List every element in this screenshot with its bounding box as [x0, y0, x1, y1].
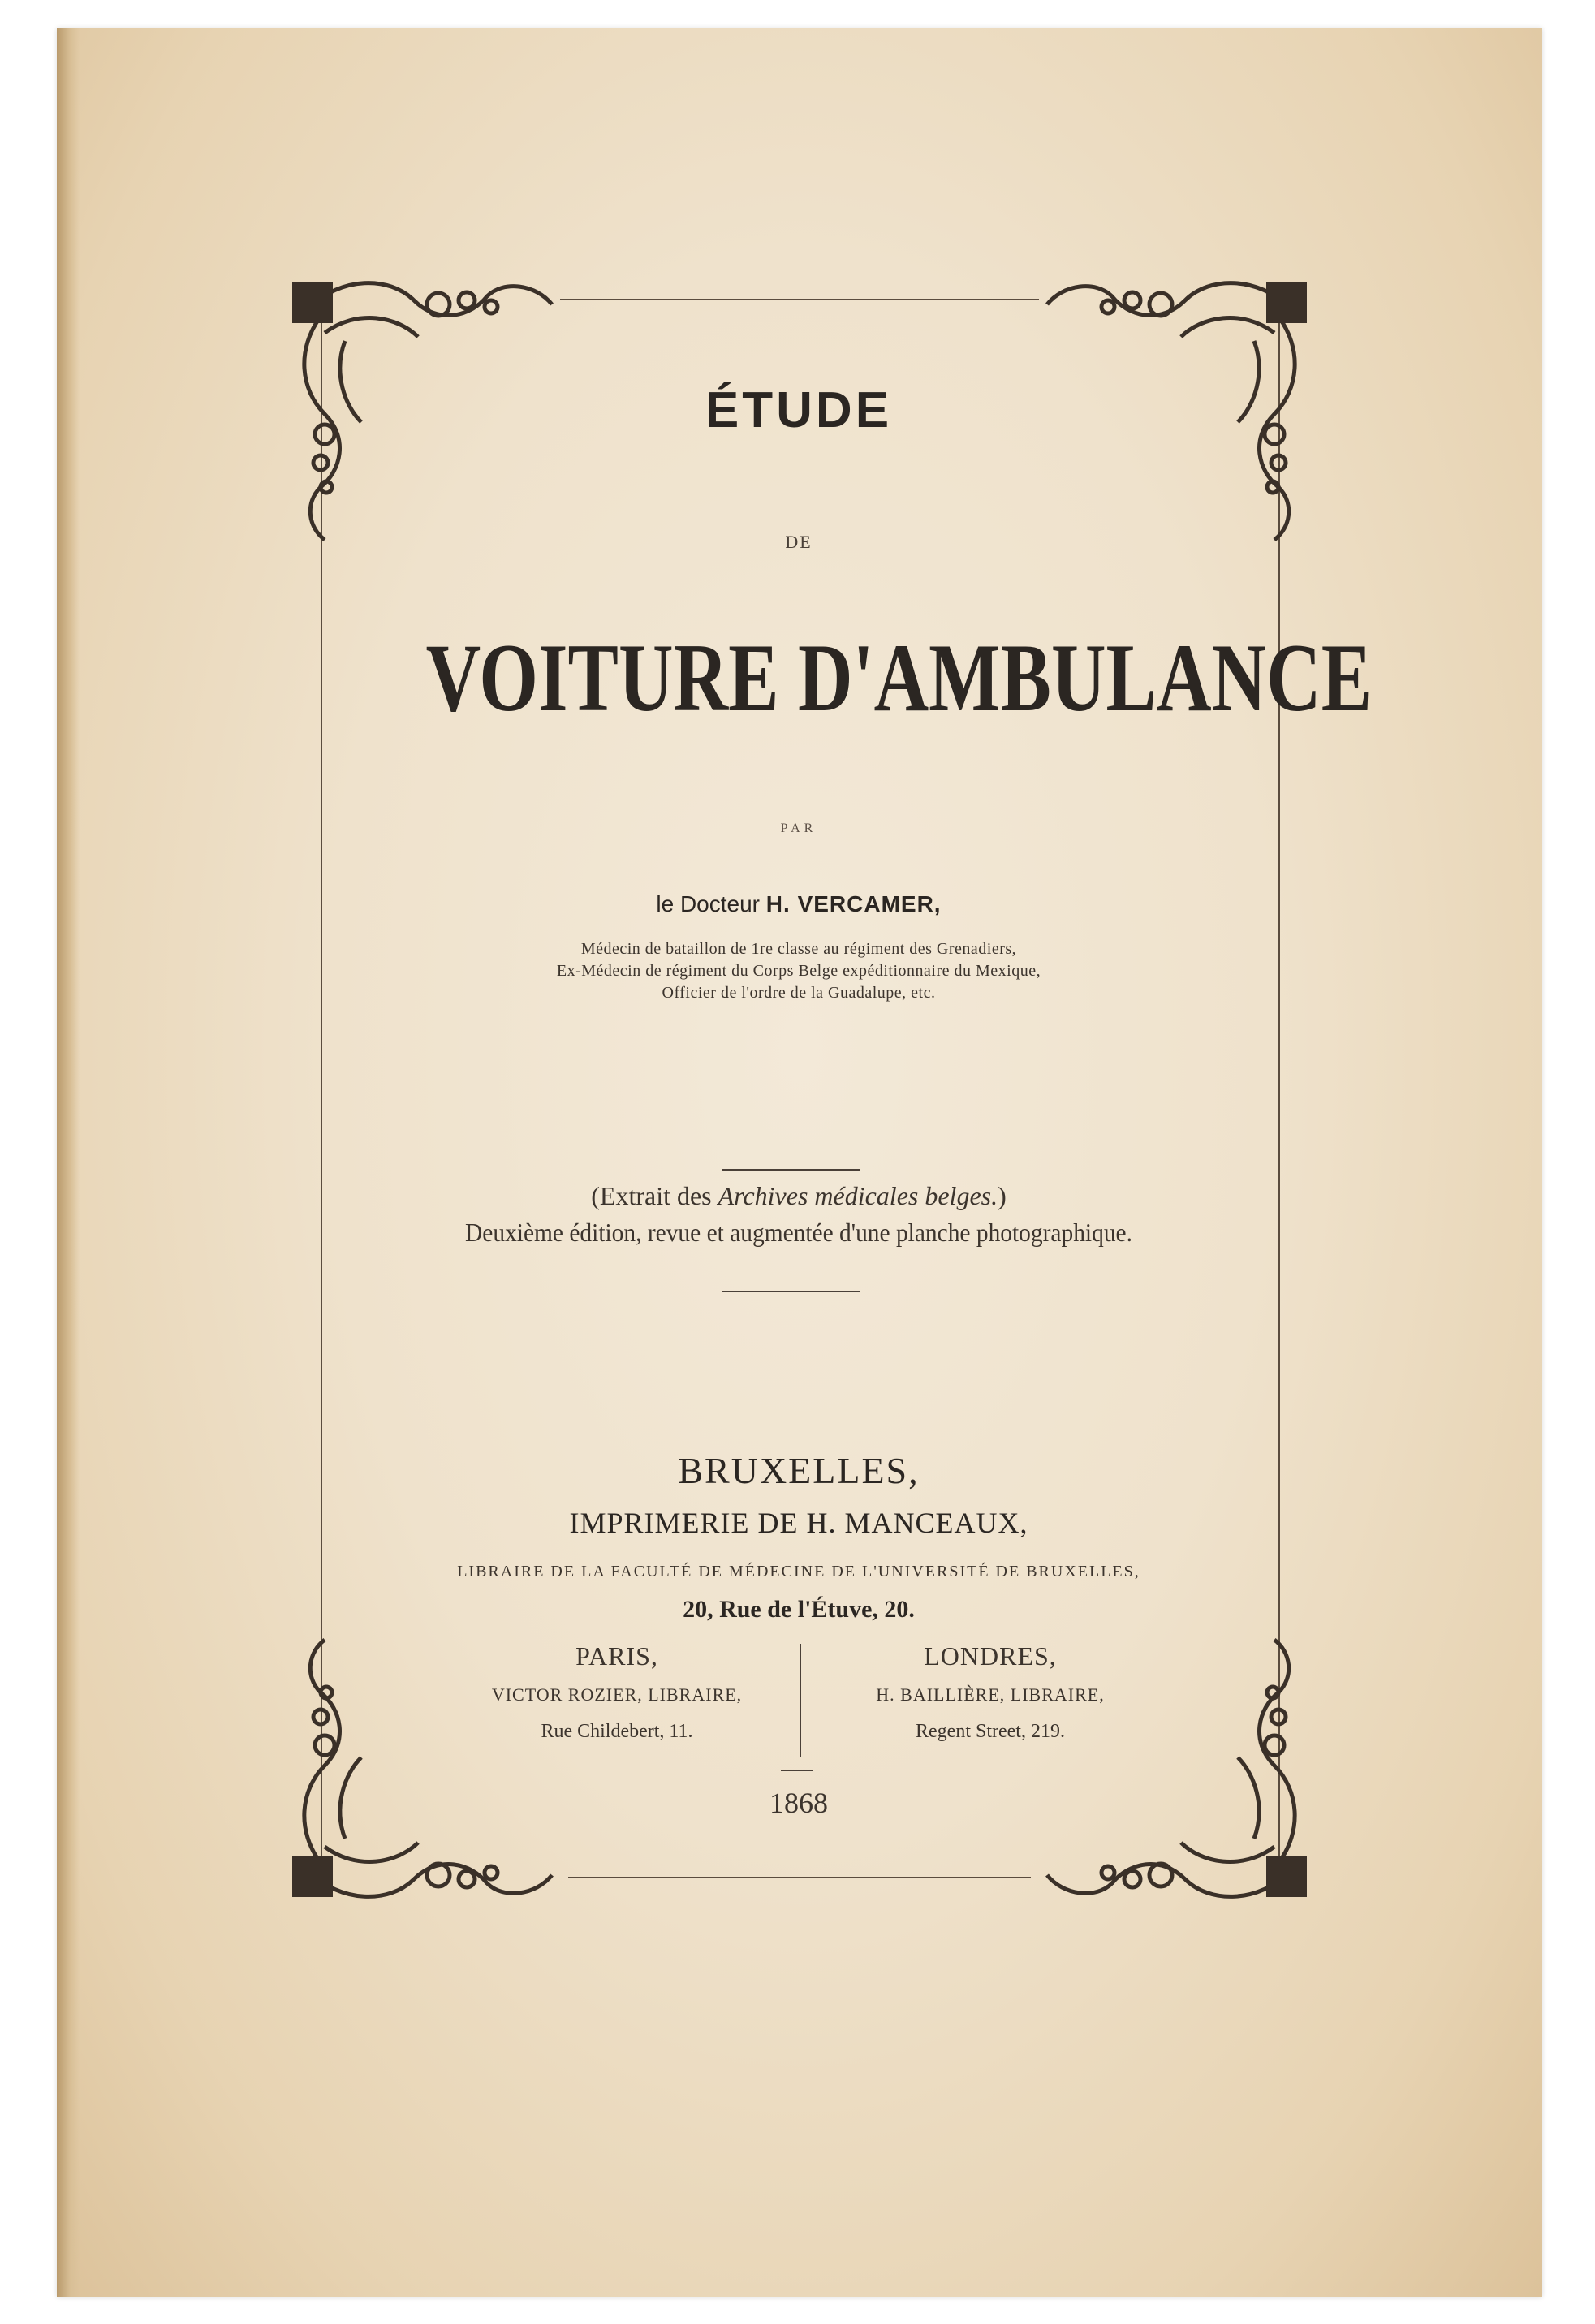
londres-address: Regent Street, 219. [916, 1721, 1065, 1742]
publication-year: 1868 [769, 1787, 828, 1819]
corner-ornament-bottom-right [1031, 1628, 1323, 1920]
libraire-line: LIBRAIRE DE LA FACULTÉ DE MÉDECINE DE L'UNIVERSITÉ DE BRUXELLES, [457, 1563, 1140, 1580]
londres-city: LONDRES, [924, 1641, 1057, 1671]
frame-top-rule [560, 299, 1039, 300]
par-label: PAR [780, 821, 817, 835]
frame-bottom-rule [568, 1877, 1031, 1878]
main-title: VOITURE D'AMBULANCE [425, 623, 1373, 731]
extrait-close: ) [998, 1181, 1007, 1210]
extrait-line [321, 1181, 1277, 1211]
printer-name: IMPRIMERIE DE H. MANCEAUX, [569, 1507, 1028, 1539]
paris-address: Rue Childebert, 11. [541, 1721, 693, 1742]
edition-line: Deuxième édition, revue et augmentée d'une planche photographique. [465, 1218, 1132, 1247]
londres-libraire: H. BAILLIÈRE, LIBRAIRE, [876, 1684, 1105, 1705]
credential-line: Ex-Médecin de régiment du Corps Belge expéditionnaire du Mexique, [556, 962, 1041, 980]
extrait-journal: Archives médicales belges. [718, 1181, 998, 1210]
column-separator [800, 1644, 801, 1757]
author-prefix: le Docteur [656, 891, 761, 916]
paris-city: PARIS, [575, 1641, 658, 1671]
divider-rule [781, 1770, 813, 1771]
credential-line: Médecin de bataillon de 1re classe au régiment des Grenadiers, [580, 940, 1017, 958]
publisher-address: 20, Rue de l'Étuve, 20. [683, 1596, 915, 1623]
divider-rule [722, 1291, 860, 1292]
corner-ornament-bottom-left [276, 1628, 568, 1920]
title-etude: ÉTUDE [705, 382, 893, 438]
credential-line: Officier de l'ordre de la Guadalupe, etc. [662, 984, 936, 1002]
author-name: H. VERCAMER, [765, 891, 942, 916]
title-connector: DE [785, 532, 813, 552]
divider-rule [722, 1169, 860, 1171]
extrait-open: (Extrait des [591, 1181, 718, 1210]
publisher-city: BRUXELLES, [678, 1450, 920, 1491]
author-line [321, 891, 1277, 917]
paris-libraire: VICTOR ROZIER, LIBRAIRE, [491, 1684, 743, 1705]
